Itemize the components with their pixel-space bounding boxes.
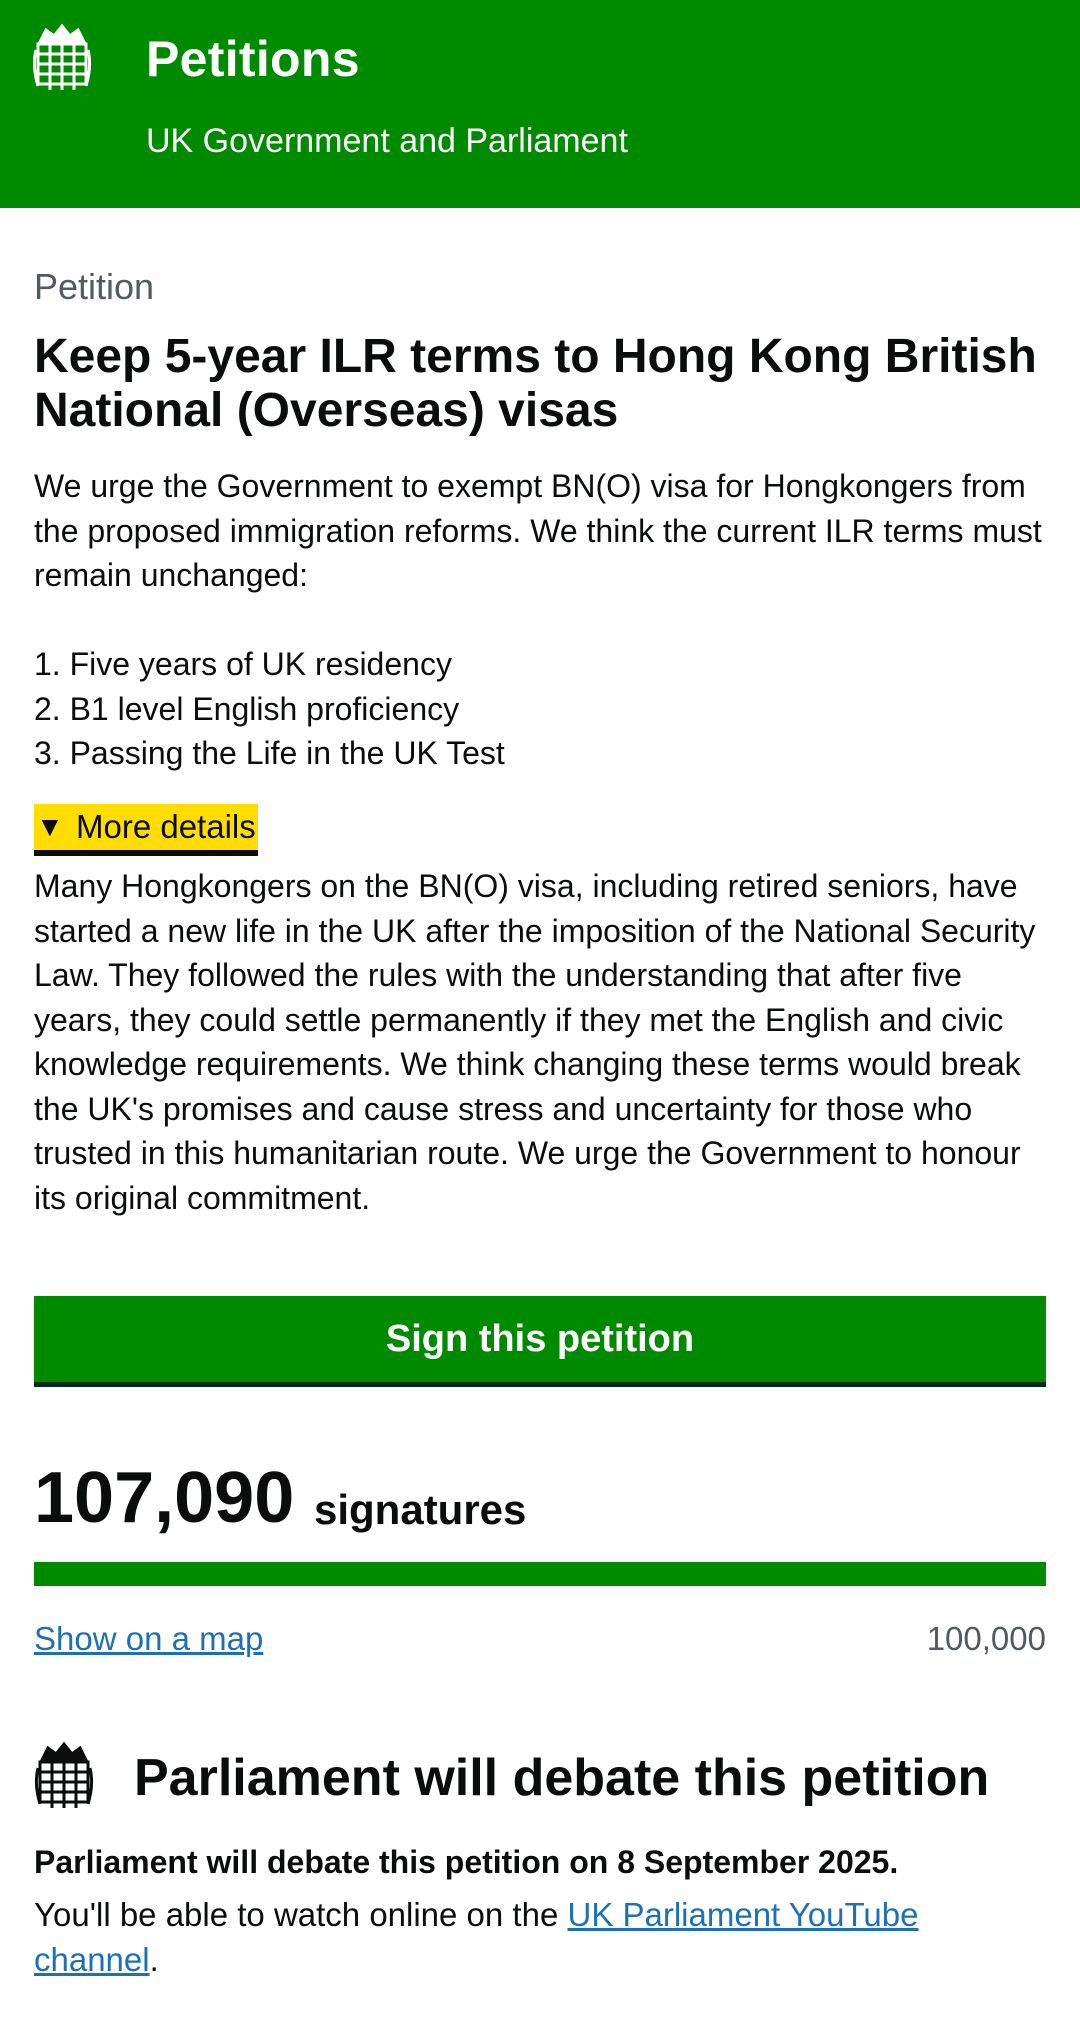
site-subtitle: UK Government and Parliament [146, 122, 628, 160]
signature-label: signatures [314, 1486, 527, 1533]
debate-heading: Parliament will debate this petition [134, 1749, 990, 1807]
triangle-down-icon: ▼ [36, 811, 64, 842]
petition-title: Keep 5-year ILR terms to Hong Kong British National (Overseas) visas [34, 330, 1037, 437]
debate-watch-suffix: . [149, 1941, 159, 1978]
more-details-toggle[interactable] [34, 804, 258, 856]
petition-intro: We urge the Government to exempt BN(O) visa for Hongkongers from the proposed immigration reforms. We think the current ILR terms must remain unchanged: [34, 468, 1042, 593]
debate-threshold: 100,000 [926, 1620, 1046, 1657]
page-eyebrow: Petition [34, 266, 155, 307]
list-item: 2. B1 level English proficiency [34, 690, 460, 727]
youtube-channel-link[interactable]: UK Parliament YouTube channel [34, 1896, 919, 1978]
signature-progress-fill [34, 1562, 1046, 1586]
show-on-map-link[interactable]: Show on a map [34, 1620, 264, 1657]
list-item: 1. Five years of UK residency [34, 646, 452, 682]
more-details-label: More details [76, 808, 256, 845]
petition-details: Many Hongkongers on the BN(O) visa, including retired seniors, have started a new life in the UK after the imposition of the National Security Law. They followed the rules with the understanding that after five years, they could settle permanently if they met the English and civic knowledge requirements. We think changing these terms would break the UK's promises and cause stress and uncertainty for those who trusted in this humanitarian route. We urge the Government to honour its original commitment. [34, 868, 1036, 1216]
list-item: 3. Passing the Life in the UK Test [34, 735, 505, 771]
debate-date: Parliament will debate this petition on 8 September 2025. [34, 1844, 899, 1880]
signature-count: 107,090 [34, 1458, 295, 1538]
debate-watch-text [34, 1892, 1046, 1982]
portcullis-icon [34, 1738, 94, 1814]
sign-petition-button[interactable]: Sign this petition [34, 1296, 1046, 1382]
debate-watch-prefix: You'll be able to watch online on the [34, 1896, 568, 1933]
requirements-list [34, 642, 505, 776]
signature-progress-bar [34, 1562, 1046, 1586]
site-title[interactable]: Petitions [146, 31, 360, 87]
site-header [0, 0, 1080, 208]
portcullis-icon[interactable] [32, 20, 92, 96]
